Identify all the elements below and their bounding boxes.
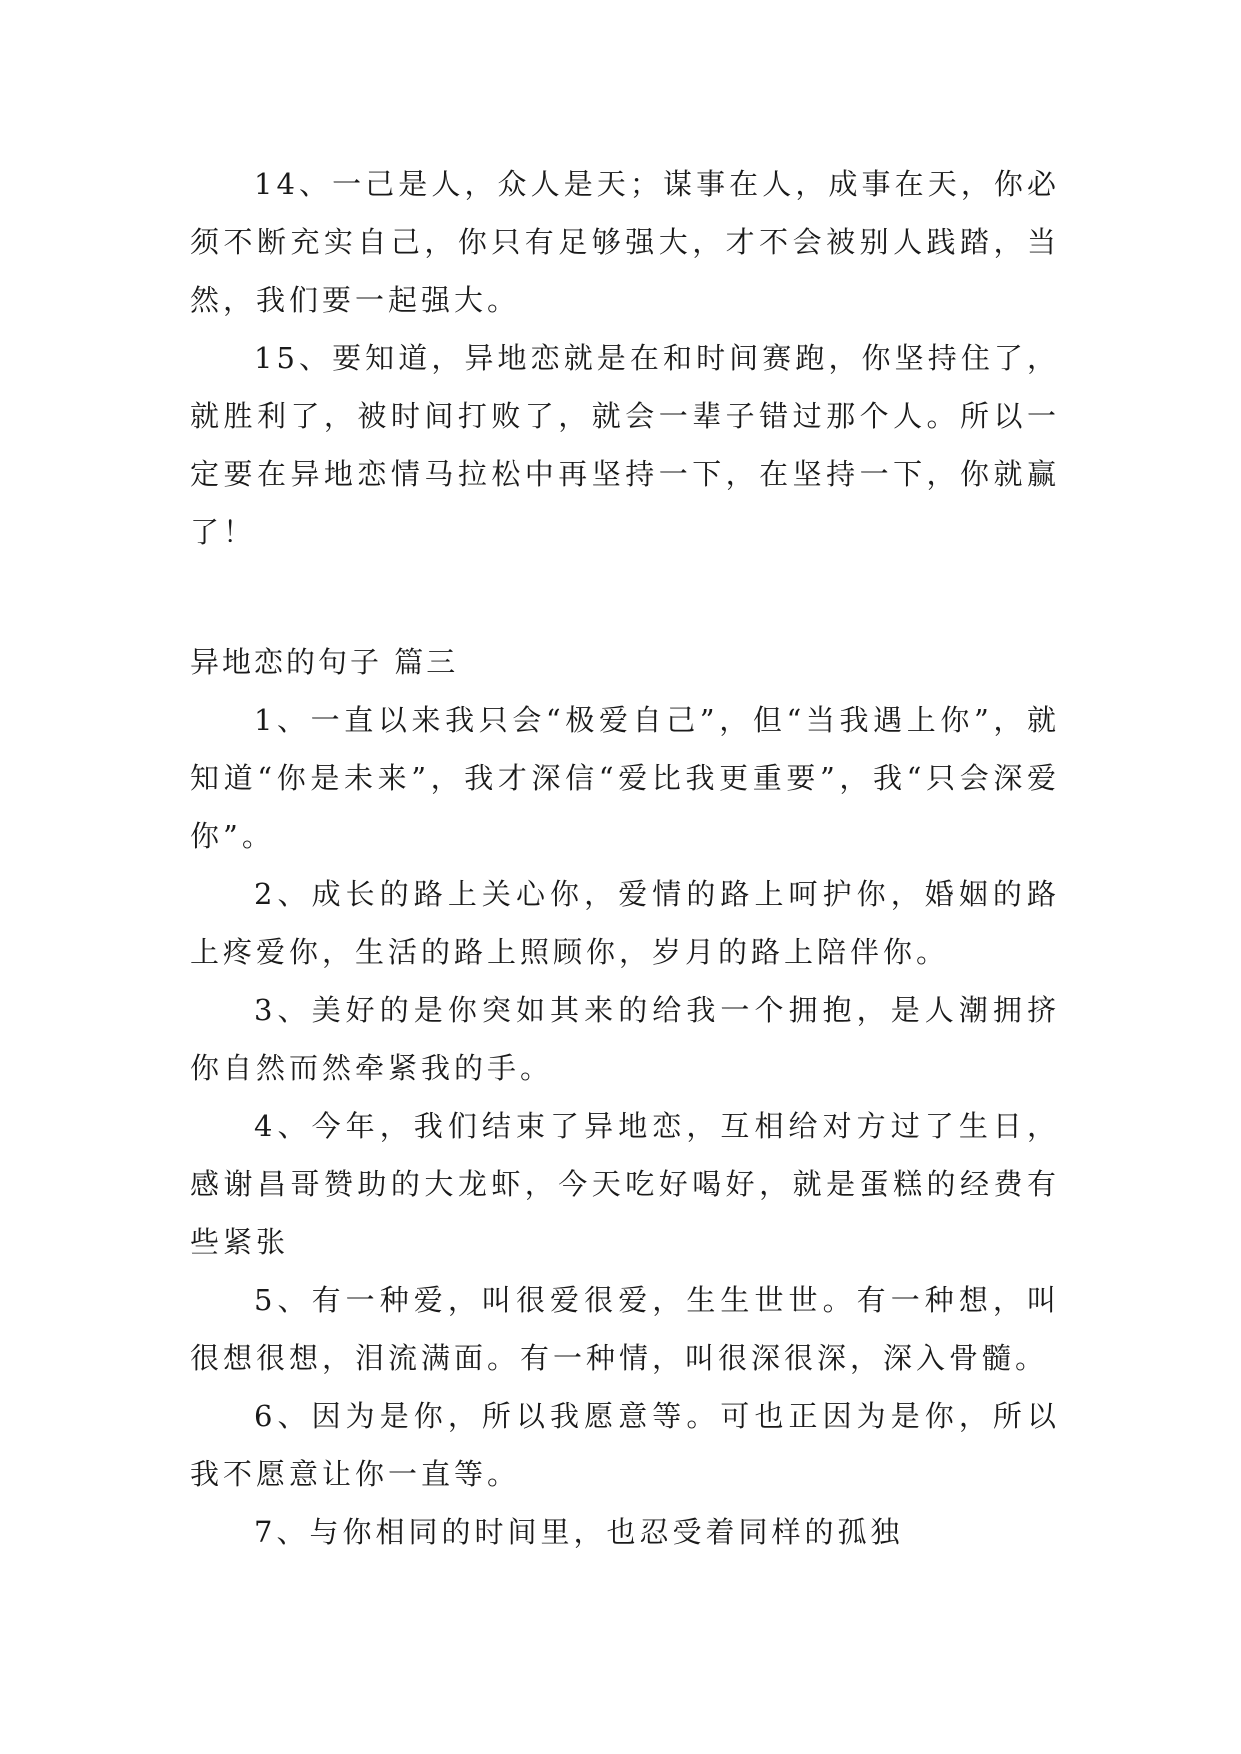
document-page — [190, 155, 1060, 1561]
paragraph-6: 6、因为是你，所以我愿意等。可也正因为是你，所以我不愿意让你一直等。 — [190, 1399, 1060, 1491]
paragraph-5: 5、有一种爱，叫很爱很爱，生生世世。有一种想，叫很想很想，泪流满面。有一种情，叫很深很深，深入骨髓。 — [190, 1283, 1060, 1375]
paragraph-1: 1、一直以来我只会“极爱自己”，但“当我遇上你”，就知道“你是未来”，我才深信“爱比我更重要”，我“只会深爱你”。 — [190, 703, 1060, 853]
paragraph-4: 4、今年，我们结束了异地恋，互相给对方过了生日，感谢昌哥赞助的大龙虾，今天吃好喝好，就是蛋糕的经费有些紧张 — [190, 1109, 1060, 1259]
paragraph-3: 3、美好的是你突如其来的给我一个拥抱，是人潮拥挤你自然而然牵紧我的手。 — [190, 993, 1060, 1085]
paragraph-2: 2、成长的路上关心你，爱情的路上呵护你，婚姻的路上疼爱你，生活的路上照顾你，岁月的路上陪伴你。 — [190, 877, 1060, 969]
paragraph-7: 7、与你相同的时间里，也忍受着同样的孤独 — [254, 1515, 904, 1549]
section-heading: 异地恋的句子 篇三 — [190, 645, 459, 679]
paragraph-15: 15、要知道，异地恋就是在和时间赛跑，你坚持住了，就胜利了，被时间打败了，就会一辈子错过那个人。所以一定要在异地恋情马拉松中再坚持一下，在坚持一下，你就赢了！ — [190, 341, 1060, 549]
paragraph-14: 14、一己是人，众人是天；谋事在人，成事在天，你必须不断充实自己，你只有足够强大，才不会被别人践踏，当然，我们要一起强大。 — [190, 167, 1060, 317]
